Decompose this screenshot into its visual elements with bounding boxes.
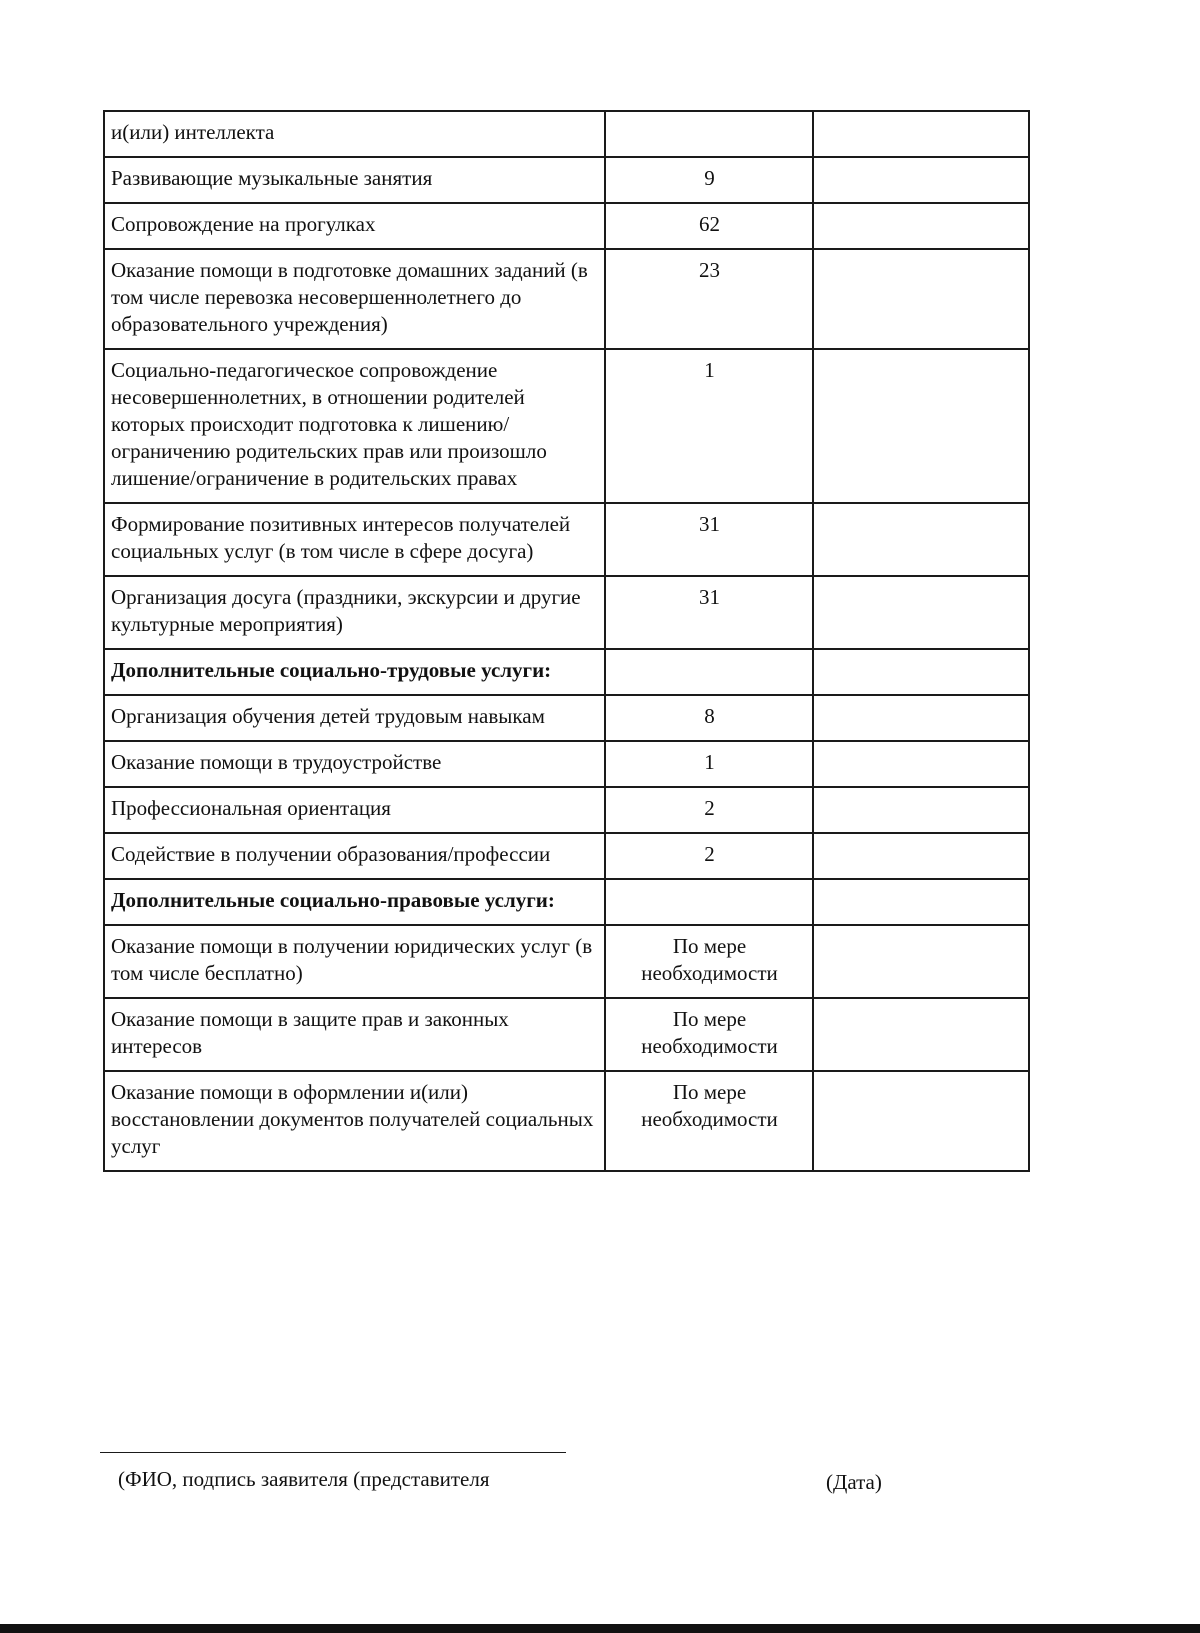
empty-cell	[813, 503, 1029, 576]
service-name-cell: Дополнительные социально-трудовые услуги:	[104, 649, 605, 695]
service-quantity-cell: 23	[605, 249, 813, 349]
table-row	[104, 576, 1029, 649]
service-quantity-cell: 1	[605, 349, 813, 503]
service-name-cell: Организация досуга (праздники, экскурсии и другие культурные мероприятия)	[104, 576, 605, 649]
empty-cell	[813, 695, 1029, 741]
service-quantity-cell: 1	[605, 741, 813, 787]
service-name-cell: Организация обучения детей трудовым навыкам	[104, 695, 605, 741]
service-quantity-cell: 8	[605, 695, 813, 741]
signature-line	[100, 1452, 566, 1453]
empty-cell	[813, 349, 1029, 503]
section-header-row	[104, 879, 1029, 925]
empty-cell	[813, 998, 1029, 1071]
table-row	[104, 157, 1029, 203]
scan-bottom-edge	[0, 1624, 1200, 1633]
service-name-cell: Формирование позитивных интересов получателей социальных услуг (в том числе в сфере досуга)	[104, 503, 605, 576]
table-row	[104, 741, 1029, 787]
table-row	[104, 503, 1029, 576]
empty-cell	[813, 649, 1029, 695]
table-row	[104, 111, 1029, 157]
empty-cell	[813, 787, 1029, 833]
service-quantity-cell: 2	[605, 787, 813, 833]
service-name-cell: Оказание помощи в подготовке домашних заданий (в том числе перевозка несовершеннолетнего до образовательного учреждения)	[104, 249, 605, 349]
service-quantity-cell: По мере необходимости	[605, 998, 813, 1071]
table-row	[104, 925, 1029, 998]
service-name-cell: Оказание помощи в трудоустройстве	[104, 741, 605, 787]
empty-cell	[813, 157, 1029, 203]
services-table-body	[104, 111, 1029, 1171]
service-quantity-cell: По мере необходимости	[605, 1071, 813, 1171]
table-row	[104, 203, 1029, 249]
service-quantity-cell	[605, 879, 813, 925]
empty-cell	[813, 249, 1029, 349]
service-quantity-cell	[605, 649, 813, 695]
date-caption: (Дата)	[826, 1470, 882, 1494]
table-row	[104, 998, 1029, 1071]
empty-cell	[813, 925, 1029, 998]
service-quantity-cell	[605, 111, 813, 157]
service-quantity-cell: 62	[605, 203, 813, 249]
service-name-cell: Дополнительные социально-правовые услуги:	[104, 879, 605, 925]
empty-cell	[813, 833, 1029, 879]
signature-caption: (ФИО, подпись заявителя (представителя	[118, 1467, 490, 1491]
service-name-cell: Социально-педагогическое сопровождение несовершеннолетних, в отношении родителей которых происходит подготовка к лишению/ограничению родительских прав или произошло лишение/ограничение в родительских правах	[104, 349, 605, 503]
table-row	[104, 695, 1029, 741]
service-quantity-cell: 31	[605, 576, 813, 649]
service-quantity-cell: 9	[605, 157, 813, 203]
service-name-cell: Оказание помощи в получении юридических услуг (в том числе бесплатно)	[104, 925, 605, 998]
service-name-cell: Оказание помощи в оформлении и(или) восстановлении документов получателей социальных услуг	[104, 1071, 605, 1171]
service-name-cell: Сопровождение на прогулках	[104, 203, 605, 249]
service-name-cell: Содействие в получении образования/профессии	[104, 833, 605, 879]
service-quantity-cell: 2	[605, 833, 813, 879]
empty-cell	[813, 203, 1029, 249]
service-name-cell: Оказание помощи в защите прав и законных интересов	[104, 998, 605, 1071]
empty-cell	[813, 1071, 1029, 1171]
empty-cell	[813, 111, 1029, 157]
service-name-cell: Развивающие музыкальные занятия	[104, 157, 605, 203]
service-name-cell: Профессиональная ориентация	[104, 787, 605, 833]
table-row	[104, 249, 1029, 349]
section-header-row	[104, 649, 1029, 695]
empty-cell	[813, 741, 1029, 787]
service-quantity-cell: 31	[605, 503, 813, 576]
service-quantity-cell: По мере необходимости	[605, 925, 813, 998]
table-row	[104, 1071, 1029, 1171]
empty-cell	[813, 879, 1029, 925]
table-row	[104, 833, 1029, 879]
empty-cell	[813, 576, 1029, 649]
table-row	[104, 349, 1029, 503]
table-row	[104, 787, 1029, 833]
service-name-cell: и(или) интеллекта	[104, 111, 605, 157]
services-table	[103, 110, 1030, 1172]
